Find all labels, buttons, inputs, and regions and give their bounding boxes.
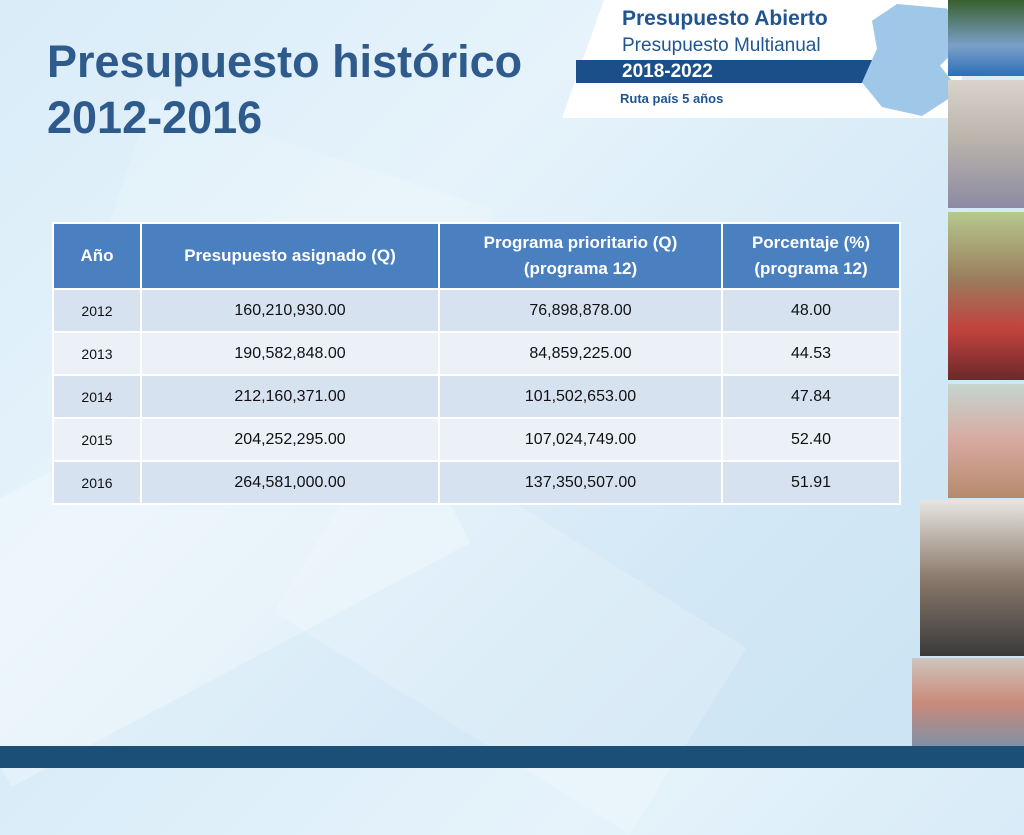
table-row	[53, 332, 900, 375]
slide-title-line2: 2012-2016	[47, 92, 263, 143]
cell-priority: 84,859,225.00	[439, 332, 722, 375]
header-assigned: Presupuesto asignado (Q)	[141, 223, 439, 289]
budget-table	[52, 222, 901, 505]
cell-year: 2016	[53, 461, 141, 504]
table-row	[53, 461, 900, 504]
slide-title	[47, 34, 522, 146]
table-header-row	[53, 223, 900, 289]
header-percent-line1: Porcentaje (%)	[751, 233, 871, 252]
cell-assigned: 190,582,848.00	[141, 332, 439, 375]
photo-child-2	[948, 80, 1024, 208]
table-row	[53, 418, 900, 461]
cell-assigned: 212,160,371.00	[141, 375, 439, 418]
cell-percent: 47.84	[722, 375, 900, 418]
cell-assigned: 160,210,930.00	[141, 289, 439, 332]
cell-priority: 107,024,749.00	[439, 418, 722, 461]
table-row	[53, 375, 900, 418]
banner-title: Presupuesto Abierto	[622, 7, 828, 30]
header-percent-line2: (programa 12)	[754, 259, 868, 278]
photo-elder-man	[948, 212, 1024, 380]
cell-priority: 137,350,507.00	[439, 461, 722, 504]
cell-assigned: 264,581,000.00	[141, 461, 439, 504]
header-year: Año	[53, 223, 141, 289]
slide-title-line1: Presupuesto histórico	[47, 36, 523, 87]
cell-assigned: 204,252,295.00	[141, 418, 439, 461]
banner-period: 2018-2022	[622, 61, 713, 82]
cell-year: 2015	[53, 418, 141, 461]
banner-subtitle: Presupuesto Multianual	[622, 35, 821, 56]
cell-percent: 44.53	[722, 332, 900, 375]
photo-children-smiling	[912, 658, 1024, 748]
cell-year: 2013	[53, 332, 141, 375]
cell-percent: 48.00	[722, 289, 900, 332]
photo-children-outdoors	[948, 384, 1024, 498]
table-row	[53, 289, 900, 332]
header-priority	[439, 223, 722, 289]
photo-child-1	[948, 0, 1024, 76]
footer-bar	[0, 746, 1024, 768]
photo-classroom	[920, 500, 1024, 656]
banner-tagline: Ruta país 5 años	[620, 91, 724, 106]
cell-percent: 51.91	[722, 461, 900, 504]
cell-percent: 52.40	[722, 418, 900, 461]
header-priority-line1: Programa prioritario (Q)	[483, 233, 678, 252]
header-priority-line2: (programa 12)	[523, 259, 638, 278]
header-percent	[722, 223, 900, 289]
cell-priority: 76,898,878.00	[439, 289, 722, 332]
cell-priority: 101,502,653.00	[439, 375, 722, 418]
cell-year: 2014	[53, 375, 141, 418]
cell-year: 2012	[53, 289, 141, 332]
